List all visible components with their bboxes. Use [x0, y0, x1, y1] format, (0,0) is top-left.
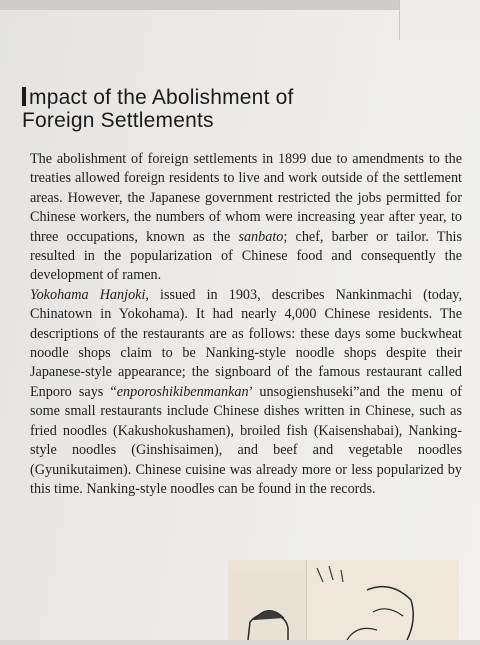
sign-body — [30, 150, 462, 499]
figure-drawing-right — [307, 560, 459, 640]
wall-corner — [399, 0, 480, 40]
sign-title-line-2: Foreign Settlements — [22, 109, 214, 132]
illustration-right — [306, 560, 459, 640]
title-bar-mark — [22, 87, 26, 106]
illustration-panel — [228, 560, 458, 640]
sign-title-line-1: mpact of the Abolishment of — [22, 86, 442, 109]
paragraph-2: Yokohama Hanjoki, issued in 1903, describes Nankinmachi (today, Chinatown in Yokohama). It had nearly 4,000 Chinese residents. The descriptions of the restaurants are as follows: these days some buckwheat noodle shops claim to be Nanking-style noodle shops despite their Japanese-style appearance; the signboard of the famous restaurant called Enporo says “enporoshikibenmankan’ unsogienshuseki”and the menu of some small restaurants include Chinese dishes written in Chinese, such as fried noodles (Kakushokushamen), broiled fish (Kaisenshabai), Nanking-style noodles (Ginshisaimen), and beef and vegetable noodles (Gyunikutaimen). Chinese cuisine was already more or less popularized by this time. Nanking-style noodles can be found in the records. — [30, 286, 463, 497]
sign-title — [22, 86, 442, 132]
paragraph-1: The abolishment of foreign settlements in 1899 due to amendments to the treaties allowed foreign residents to live and work outside of the settlement areas. However, the Japanese government restricted the jobs permitted for Chinese workers, the numbers of whom were increasing year after year, to three occupations, known as the sanbato; chef, barber or tailor. This resulted in the popularization of Chinese food and consequently the development of ramen. — [30, 151, 462, 284]
